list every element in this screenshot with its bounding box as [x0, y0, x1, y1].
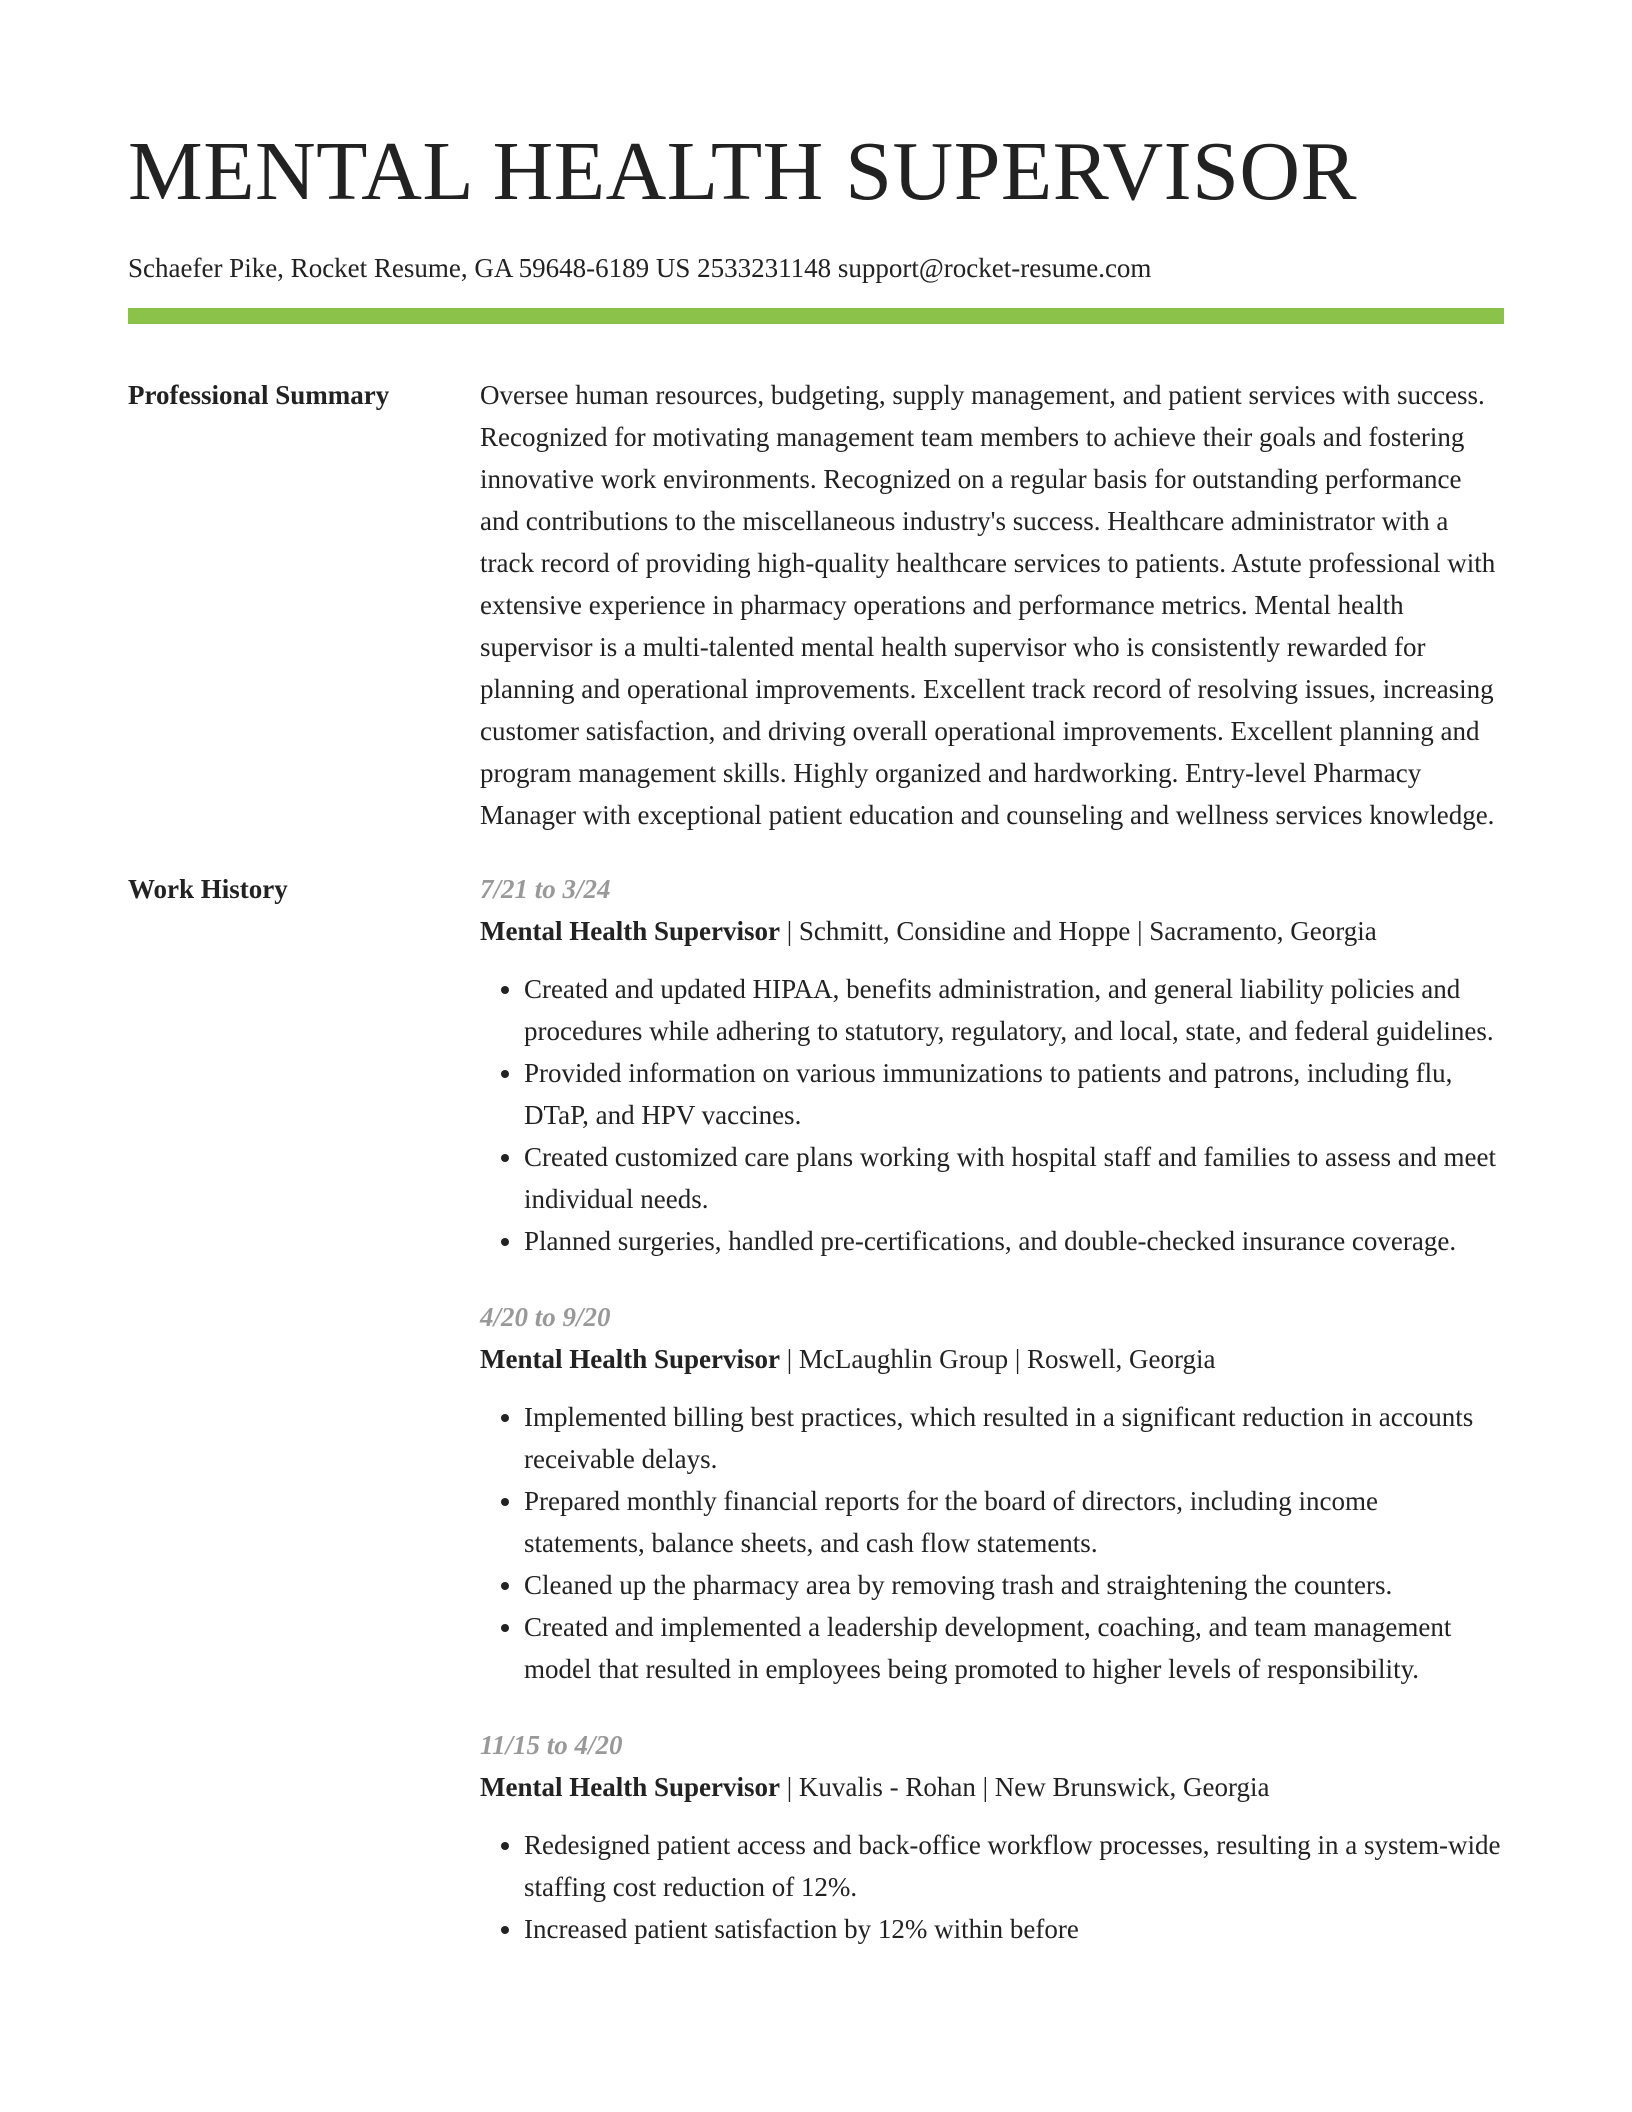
job-company-location: | Schmitt, Considine and Hoppe | Sacramento, Georgia: [779, 916, 1377, 946]
job-bullet: • Created customized care plans working with hospital staff and families to assess and meet individual needs.: [524, 1136, 1504, 1220]
job-bullet: • Created and updated HIPAA, benefits administration, and general liability policies and procedures while adhering to statutory, regulatory, and local, state, and federal guidelines.: [524, 968, 1504, 1052]
job-entry: [480, 1724, 1504, 1950]
job-entry: [480, 868, 1504, 1262]
job-dates: 7/21 to 3/24: [480, 874, 611, 904]
job-bullet: • Provided information on various immunizations to patients and patrons, including flu, DTaP, and HPV vaccines.: [524, 1052, 1504, 1136]
job-bullet: • Increased patient satisfaction by 12% within before: [524, 1908, 1504, 1950]
resume-name-heading: MENTAL HEALTH SUPERVISOR: [128, 125, 1358, 218]
summary-text: Oversee human resources, budgeting, supply management, and patient services with success. Recognized for motivating management team members to achieve their goals and fostering innovative work environments. Recognized on a regular basis for outstanding performance and contributions to the miscellaneous industry's success. Healthcare administrator with a track record of providing high-quality healthcare services to patients. Astute professional with extensive experience in pharmacy operations and performance metrics. Mental health supervisor is a multi-talented mental health supervisor who is consistently rewarded for planning and operational improvements. Excellent track record of resolving issues, increasing customer satisfaction, and driving overall operational improvements. Excellent planning and program management skills. Highly organized and hardworking. Entry-level Pharmacy Manager with exceptional patient education and counseling and wellness services knowledge.: [480, 380, 1496, 830]
job-bullet-list: [480, 1396, 1504, 1690]
job-bullet: • Redesigned patient access and back-office workflow processes, resulting in a system-wide staffing cost reduction of 12%.: [524, 1824, 1504, 1908]
job-header: [480, 910, 1504, 952]
job-dates: 4/20 to 9/20: [480, 1302, 611, 1332]
job-entry: [480, 1296, 1504, 1690]
job-bullet-list: [480, 1824, 1504, 1950]
job-bullet: • Implemented billing best practices, which resulted in a significant reduction in accounts receivable delays.: [524, 1396, 1504, 1480]
job-bullet-list: [480, 968, 1504, 1262]
work-history-section: [128, 868, 1504, 1984]
contact-info: Schaefer Pike, Rocket Resume, GA 59648-6189 US 2533231148 support@rocket-resume.com: [128, 253, 1152, 283]
section-label-summary: Professional Summary: [128, 380, 390, 410]
job-company-location: | Kuvalis - Rohan | New Brunswick, Georgia: [779, 1772, 1270, 1802]
job-header: [480, 1766, 1504, 1808]
professional-summary-section: [128, 374, 1504, 836]
work-history-body: [480, 868, 1504, 1984]
section-label-work-history: Work History: [128, 874, 288, 904]
job-title: Mental Health Supervisor: [480, 1344, 780, 1374]
job-bullet: • Created and implemented a leadership development, coaching, and team management model that resulted in employees being promoted to higher levels of responsibility.: [524, 1606, 1504, 1690]
job-title: Mental Health Supervisor: [480, 916, 780, 946]
job-bullet: • Cleaned up the pharmacy area by removing trash and straightening the counters.: [524, 1564, 1504, 1606]
header-divider: [128, 308, 1504, 324]
job-bullet: • Prepared monthly financial reports for the board of directors, including income statements, balance sheets, and cash flow statements.: [524, 1480, 1504, 1564]
job-company-location: | McLaughlin Group | Roswell, Georgia: [779, 1344, 1216, 1374]
resume-page: [128, 0, 1504, 1984]
job-title: Mental Health Supervisor: [480, 1772, 780, 1802]
job-dates: 11/15 to 4/20: [480, 1730, 623, 1760]
job-header: [480, 1338, 1504, 1380]
job-bullet: • Planned surgeries, handled pre-certifications, and double-checked insurance coverage.: [524, 1220, 1504, 1262]
